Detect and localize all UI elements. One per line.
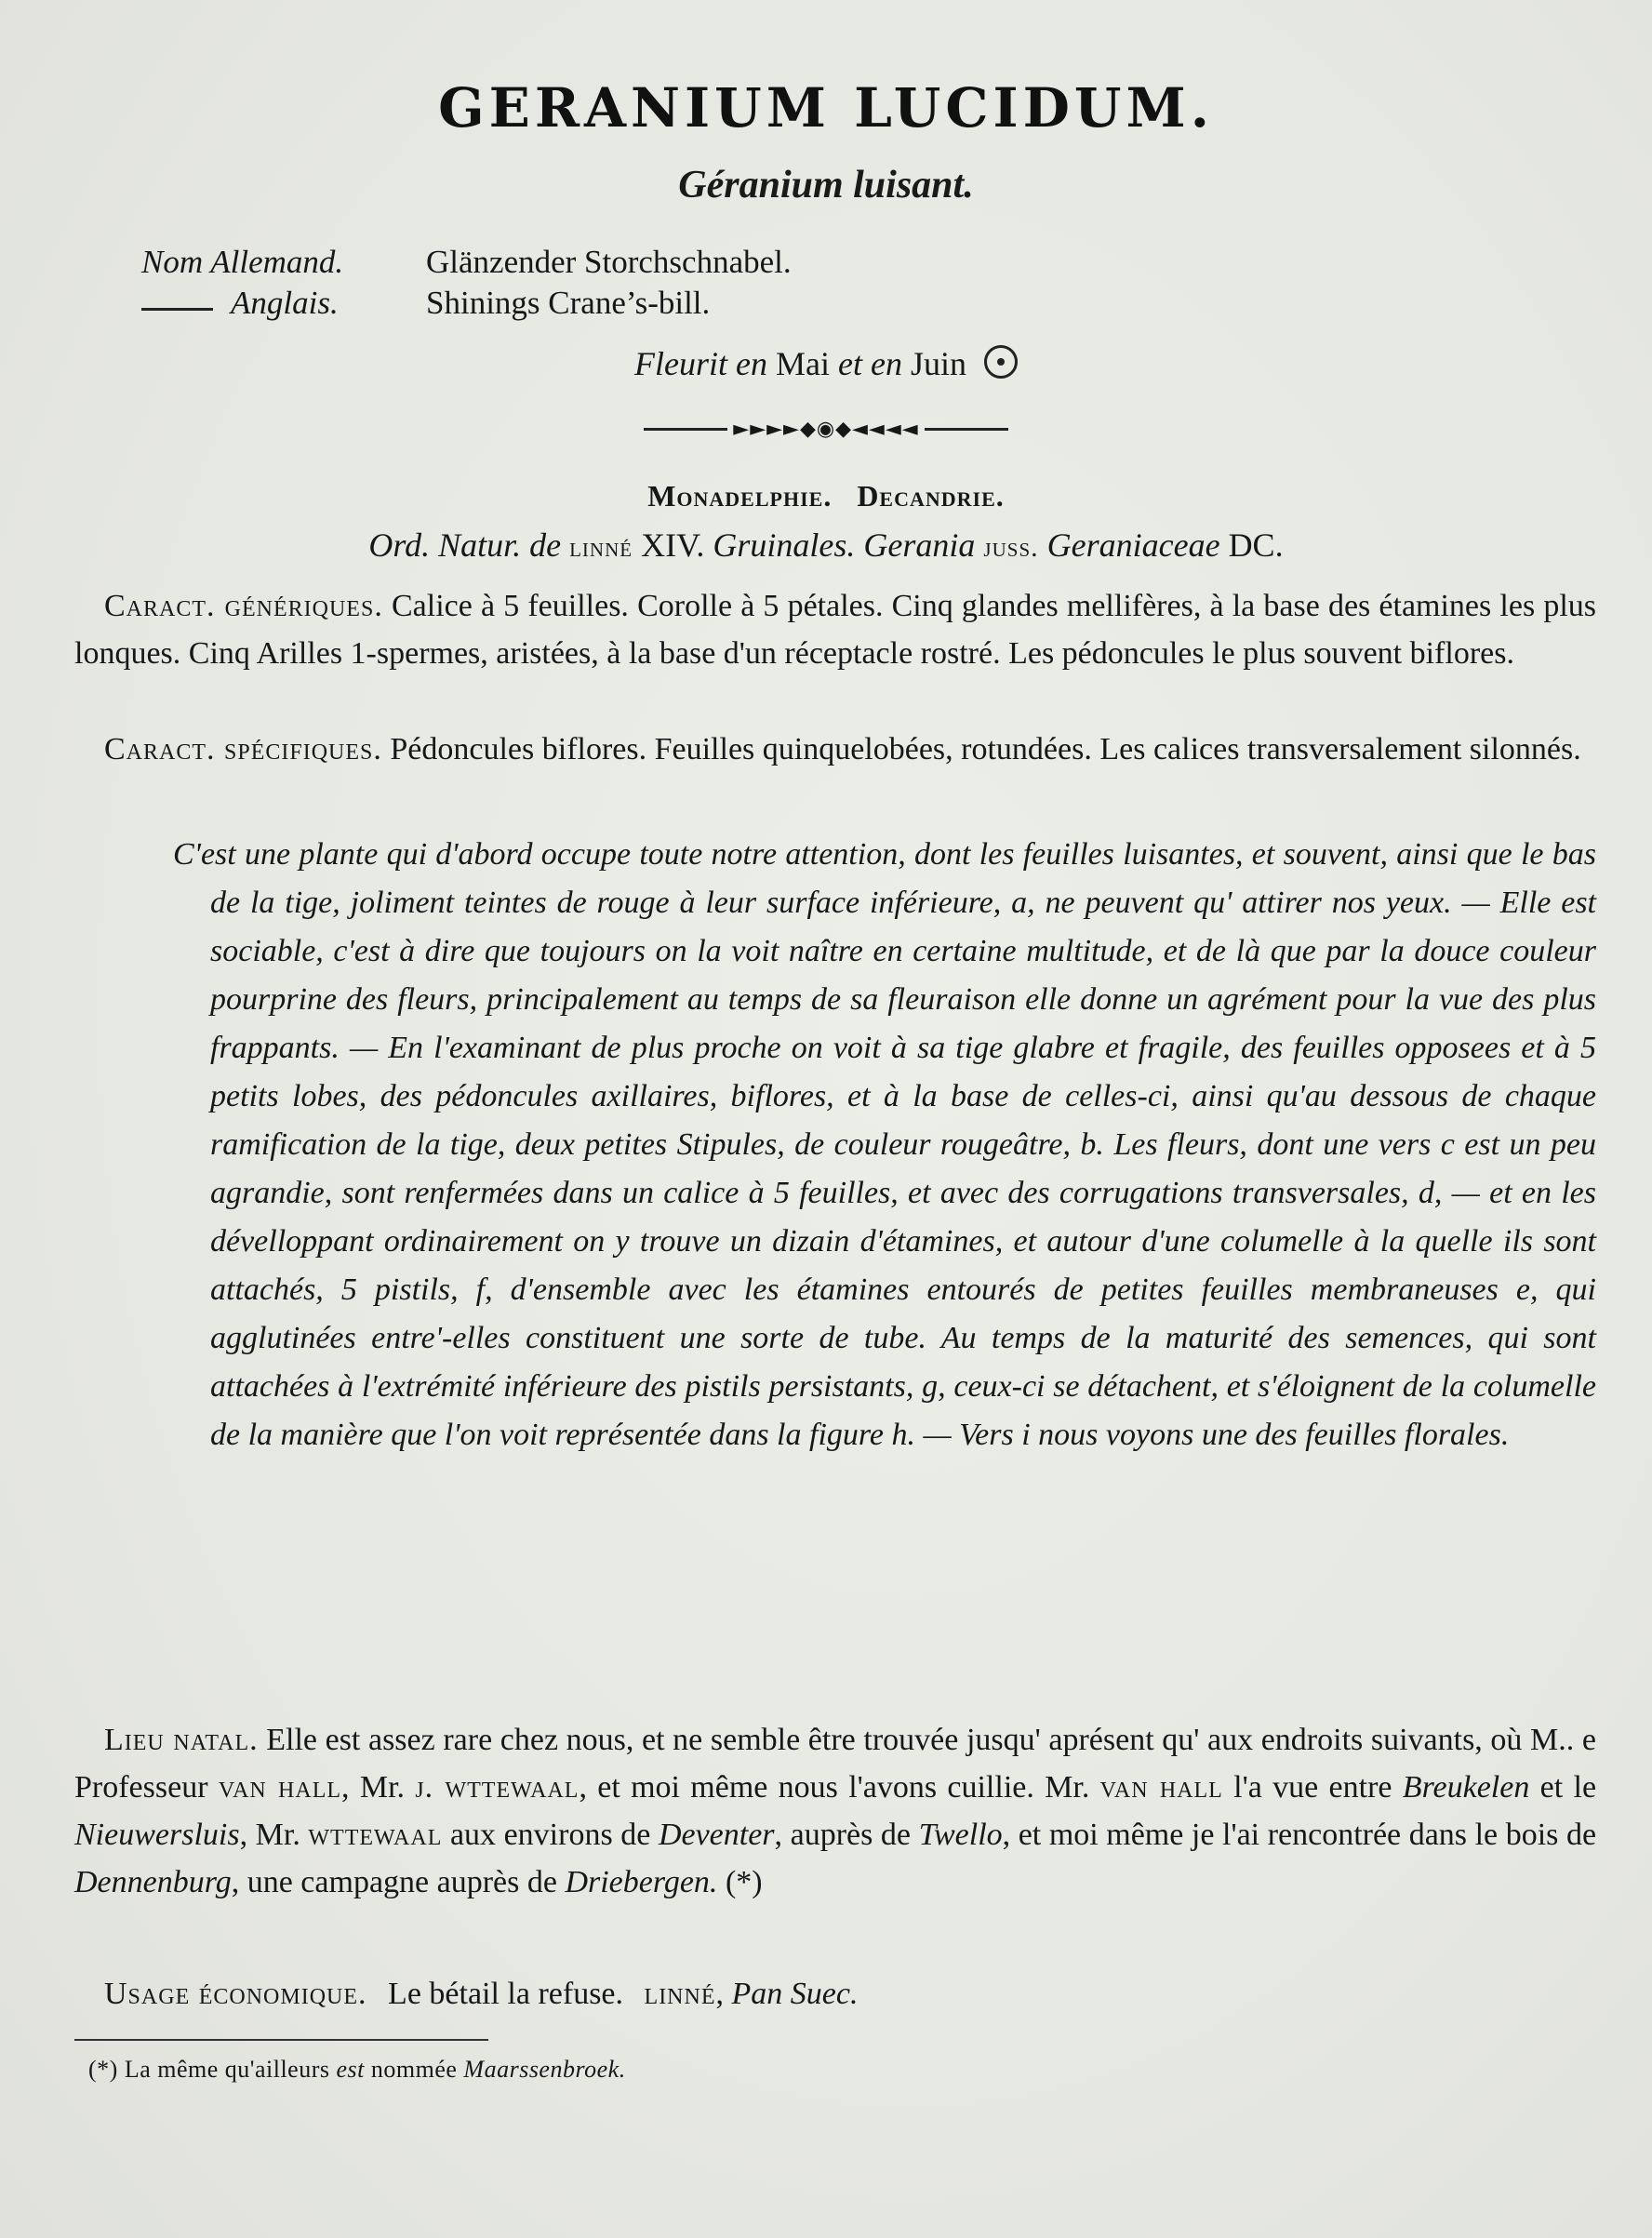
footnote-text: nommée bbox=[370, 2056, 458, 2083]
person-name: van hall bbox=[1099, 1770, 1223, 1805]
person-name: j. wttewaal bbox=[415, 1770, 580, 1805]
section-text: Pédoncules biflores. Feuilles quinquelobées, rotundées. Les calices transversalement silonnés. bbox=[390, 732, 1581, 766]
flowering-period bbox=[0, 344, 1652, 383]
flowering-word: en bbox=[870, 345, 902, 382]
habitat-text: Elle est assez rare chez nous, et ne semble être trouvée jusqu' aprésent qu' aux endroits suivants, où M.. e Professeur bbox=[74, 1723, 1596, 1805]
footnote-text: Maarssenbroek. bbox=[463, 2056, 626, 2083]
usage-text: Le bétail la refuse. bbox=[388, 1977, 624, 2011]
place-name: Nieuwersluis bbox=[74, 1818, 240, 1852]
person-name: wttewaal bbox=[308, 1818, 443, 1852]
section-label: Lieu natal. bbox=[104, 1723, 259, 1757]
author-name: linné bbox=[644, 1977, 716, 2011]
section-label: Usage économique. bbox=[104, 1977, 367, 2011]
habitat-text: , auprès de bbox=[774, 1818, 912, 1852]
habitat-text: l'a vue entre bbox=[1233, 1770, 1392, 1805]
german-name-row bbox=[0, 244, 1652, 285]
habitat-text: , Mr. bbox=[341, 1770, 406, 1805]
habitat-text: aux environs de bbox=[449, 1818, 651, 1852]
footnote-marker: (*) bbox=[725, 1865, 763, 1899]
habitat-text: , une campagne auprès de bbox=[231, 1865, 557, 1899]
footnote bbox=[88, 2056, 626, 2084]
flowering-word: Juin bbox=[910, 345, 966, 382]
habitat-text: , et moi même je l'ai rencontrée dans le bois de bbox=[1002, 1818, 1597, 1852]
flowering-word: et bbox=[837, 345, 862, 382]
footnote-rule bbox=[74, 2039, 488, 2041]
place-name: Twello bbox=[918, 1818, 1003, 1852]
german-name: Glänzender Storchschnabel. bbox=[426, 244, 792, 280]
french-name: Géranium luisant. bbox=[678, 164, 974, 206]
annual-symbol-icon bbox=[984, 345, 1018, 379]
german-label: Nom Allemand. bbox=[141, 244, 344, 280]
ornament-center-icon: ►►►►◆◉◆◄◄◄◄ bbox=[733, 417, 919, 441]
author-name: DC. bbox=[1228, 526, 1284, 564]
english-name-row bbox=[0, 285, 1652, 326]
section-text: Calice à 5 feuilles. Corolle à 5 pétales. Cinq glandes mellifères, à la base des étamines les plus lonques. Cinq Arilles 1-spermes, aristées, à la base d'un réceptacle rostré. Les pédoncules le plus souvent biflores. bbox=[74, 589, 1596, 671]
specific-characters bbox=[74, 726, 1596, 773]
habitat-text: et le bbox=[1539, 1770, 1597, 1805]
english-name: Shinings Crane’s-bill. bbox=[426, 285, 711, 321]
person-name: van hall bbox=[218, 1770, 342, 1805]
flowering-word: en bbox=[736, 345, 767, 382]
footnote-marker: (*) bbox=[88, 2056, 118, 2083]
flowering-word: Mai bbox=[775, 345, 830, 382]
place-name: Deventer bbox=[658, 1818, 775, 1852]
footnote-text: La même qu'ailleurs bbox=[124, 2056, 330, 2083]
order-text: XIV. bbox=[641, 526, 705, 564]
author-name: juss. bbox=[983, 532, 1039, 563]
order-text: Gruinales. Gerania bbox=[713, 526, 976, 564]
place-name: Driebergen. bbox=[565, 1865, 718, 1899]
order-text: Ord. Natur. de bbox=[368, 526, 562, 564]
page-title: GERANIUM LUCIDUM. bbox=[438, 76, 1214, 140]
description: C'est une plante qui d'abord occupe toute notre attention, dont les feuilles luisantes, et souvent, ainsi que le bas de la tige, joliment teintes de rouge à leur surface inférieure, a, ne peuvent qu' attirer nos yeux. — Elle est sociable, c'est à dire que toujours on la voit naître en certaine multitude, et de là que par la douce couleur pourprine des fleurs, principalement au temps de sa fleuraison elle donne un agrément pour la vue des plus frappants. — En l'examinant de plus proche on voit à sa tige glabre et fragile, des feuilles opposees et à 5 petits lobes, des pédoncules axillaires, biflores, et à la base de celles-ci, ainsi qu'au dessous de chaque ramification de la tige, deux petites Stipules, de couleur rougeâtre, b. Les fleurs, dont une vers c est un peu agrandie, sont renfermées dans un calice à 5 feuilles, et avec des corrugations transversales, d, — et en les dévelloppant ordinairement on y trouve un dizain d'étamines, et autour d'une columelle à la quelle ils sont attachés, 5 pistils, f, d'ensemble avec les étamines entourés de petites feuilles membraneuses e, qui agglutinées entre'-elles constituent une sorte de tube. Au temps de la maturité des semences, qui sont attachées à l'extrémité inférieure des pistils persistants, g, ceux-ci se détachent, et s'éloignent de la columelle de la manière que l'on voit représentée dans la figure h. — Vers i nous voyons une des feuilles florales. bbox=[173, 837, 1596, 1452]
ornament-line bbox=[925, 428, 1008, 431]
natural-order bbox=[0, 526, 1652, 565]
order-text: Geraniaceae bbox=[1046, 526, 1220, 564]
section-label: Caract. spécifiques. bbox=[104, 732, 382, 766]
generic-characters bbox=[74, 582, 1596, 677]
habitat-text: , et moi même nous l'avons cuillie. Mr. bbox=[579, 1770, 1090, 1805]
ornament-line bbox=[644, 428, 727, 431]
ornament-divider bbox=[0, 410, 1652, 447]
place-name: Breukelen bbox=[1402, 1770, 1530, 1805]
economic-use: Usage économique. Le bétail la refuse. linné, Pan Suec. bbox=[104, 1977, 859, 2011]
linnaean-class: Monadelphie. Decandrie. bbox=[647, 479, 1005, 513]
english-label: Anglais. bbox=[231, 285, 339, 321]
footnote-text: est bbox=[336, 2056, 365, 2083]
author-name: linné bbox=[569, 532, 633, 563]
reference: Pan Suec. bbox=[731, 1977, 859, 2011]
flowering-word: Fleurit bbox=[634, 345, 727, 382]
habitat bbox=[74, 1716, 1596, 1906]
section-label: Caract. génériques. bbox=[104, 589, 383, 623]
habitat-text: , Mr. bbox=[239, 1818, 300, 1852]
ditto-dash bbox=[141, 308, 213, 311]
place-name: Dennenburg bbox=[74, 1865, 232, 1899]
